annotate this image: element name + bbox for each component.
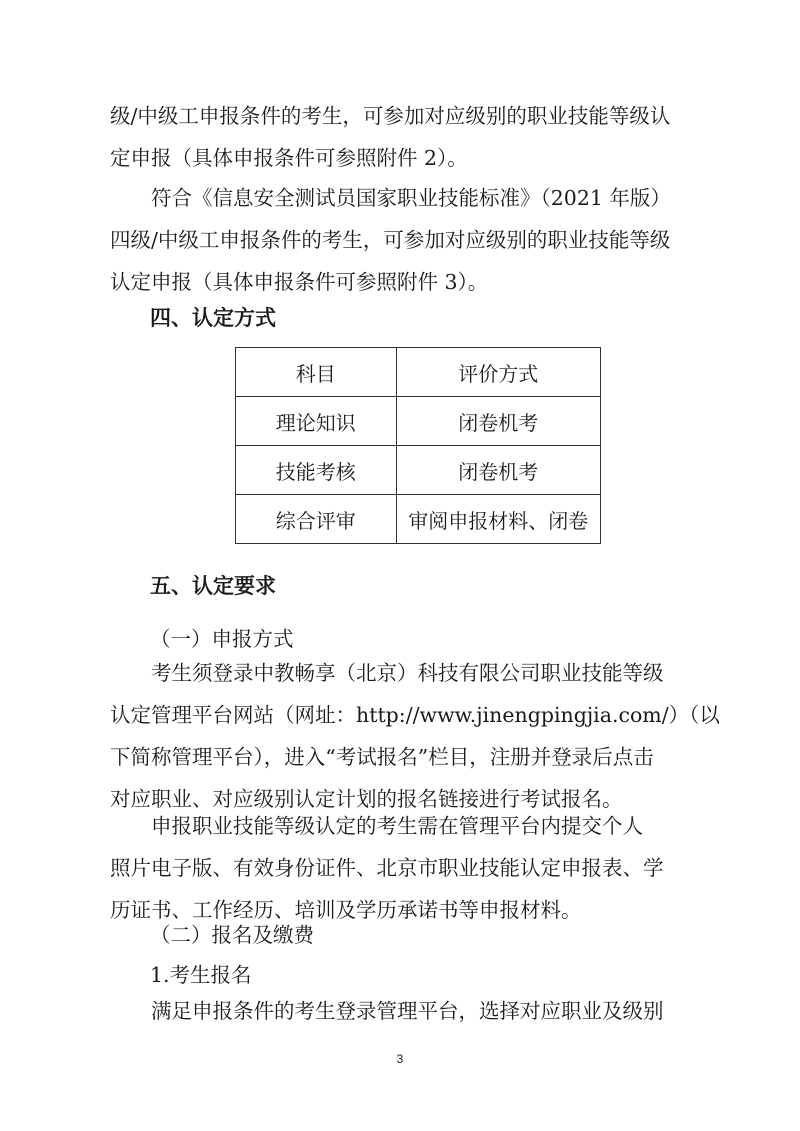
section-heading-requirements: 五、认定要求 — [150, 573, 276, 598]
text-line: 对应职业、对应级别认定计划的报名链接进行考试报名。 — [110, 787, 623, 811]
text-line: 照片电子版、有效身份证件、北京市职业技能认定申报表、学 — [110, 856, 664, 880]
table-cell-method: 审阅申报材料、闭卷 — [396, 495, 600, 544]
table-header-method: 评价方式 — [396, 348, 600, 397]
text-line: 考生须登录中教畅享（北京）科技有限公司职业技能等级 — [110, 661, 664, 685]
table-cell-subject: 技能考核 — [236, 446, 397, 495]
text-line: 四级/中级工申报条件的考生，可参加对应级别的职业技能等级 — [110, 228, 671, 252]
subsection-heading-application-method: （一）申报方式 — [150, 627, 294, 651]
table-cell-subject: 综合评审 — [236, 495, 397, 544]
subsection-heading-registration-payment: （二）报名及缴费 — [150, 923, 314, 947]
paragraph-security-tester — [110, 177, 690, 303]
subsection-heading-candidate-registration: 1.考生报名 — [150, 963, 252, 987]
text-line: 下简称管理平台），进入“考试报名”栏目，注册并登录后点击 — [110, 745, 654, 769]
text-line: 历证书、工作经历、培训及学历承诺书等申报材料。 — [110, 898, 582, 922]
text-line: 符合《信息安全测试员国家职业技能标准》（2021 年版） — [110, 186, 671, 210]
table-cell-method: 闭卷机考 — [396, 446, 600, 495]
table-header-subject: 科目 — [236, 348, 397, 397]
paragraph-eligibility-cont — [110, 95, 690, 179]
text-line: 满足申报条件的考生登录管理平台，选择对应职业及级别 — [110, 999, 664, 1023]
text-line: 认定管理平台网站（网址：http://www.jinengpingjia.com/）（以 — [110, 703, 720, 727]
table-cell-method: 闭卷机考 — [396, 397, 600, 446]
text-line: 申报职业技能等级认定的考生需在管理平台内提交个人 — [110, 814, 643, 838]
assessment-method-table — [235, 347, 601, 544]
table-row — [236, 446, 601, 495]
paragraph-select-occupation — [110, 990, 690, 1032]
text-line: 定申报（具体申报条件可参照附件 2）。 — [110, 146, 468, 170]
section-heading-assessment-method: 四、认定方式 — [150, 305, 276, 330]
table-row — [236, 397, 601, 446]
table-row — [236, 495, 601, 544]
table-cell-subject: 理论知识 — [236, 397, 397, 446]
paragraph-platform-login — [110, 652, 720, 820]
text-line: 认定申报（具体申报条件可参照附件 3）。 — [110, 270, 489, 294]
page-number: 3 — [396, 1052, 404, 1066]
table-header-row — [236, 348, 601, 397]
text-line: 级/中级工申报条件的考生，可参加对应级别的职业技能等级认 — [110, 104, 671, 128]
paragraph-materials — [110, 805, 690, 931]
